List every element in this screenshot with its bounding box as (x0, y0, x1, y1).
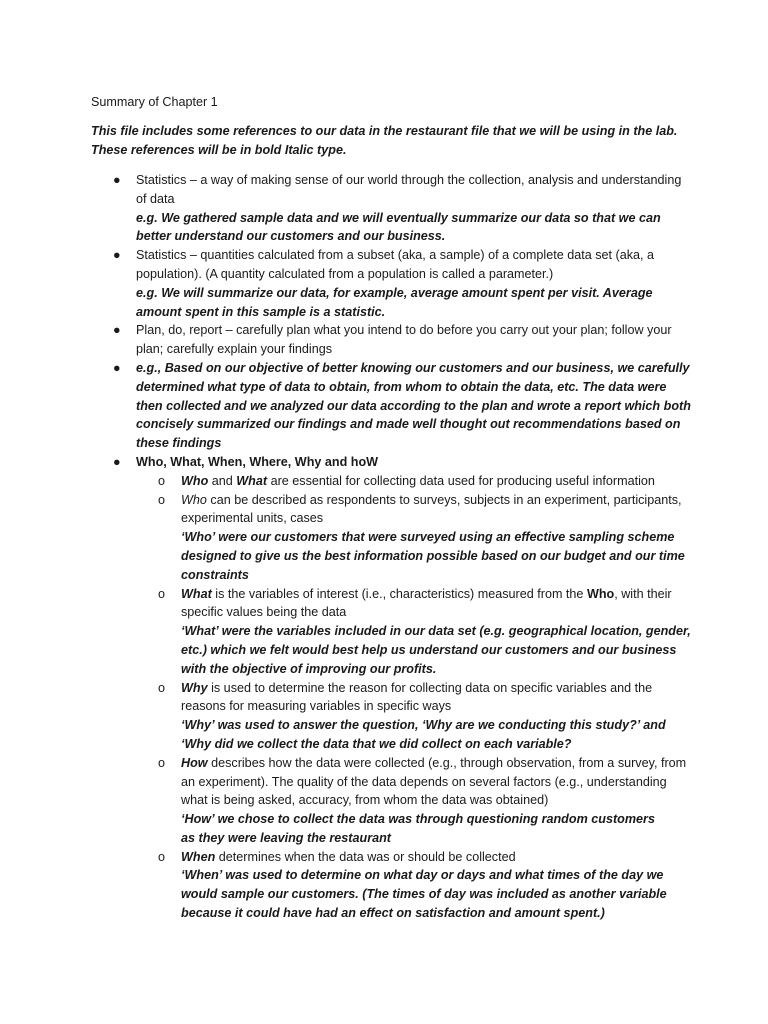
sub-item-example: ‘Who’ were our customers that were surveyed using an effective sampling scheme designed to give us the best information possible based on our budget and our time constraints (181, 530, 685, 582)
bullet-example: e.g. We will summarize our data, for example, average amount spent per visit. Average amount spent in this sample is a statistic. (136, 285, 653, 319)
sub-item-example: ‘What’ were the variables included in our data set (e.g. geographical location, gender, etc.) which we felt would best help us understand our customers and our business with the objective of improving our profits. (181, 624, 691, 676)
bullet-statistics-quantities (91, 246, 691, 321)
bullet-glyph: ● (113, 248, 121, 263)
term-why: Why (181, 680, 208, 695)
main-bullet-list (91, 171, 691, 923)
bullet-example: e.g., Based on our objective of better knowing our customers and our business, we carefully determined what type of data to obtain, from whom to obtain the data, etc. The data were then collected and we analyzed our data according to the plan and wrote a report which both concisely summarized our findings and made well thought out recommendations based on these findings (136, 360, 691, 451)
term-what: What (181, 586, 212, 601)
sub-item-example: ‘Why’ was used to answer the question, ‘Why are we conducting this study?’ and ‘Why did we collect the data that we did collect on each variable? (181, 718, 666, 751)
term-who: Who (181, 492, 207, 507)
conjunction-text: and (208, 473, 237, 488)
sub-bullet-glyph: o (158, 492, 166, 507)
sub-bullet-glyph: o (158, 755, 166, 770)
sub-item-text (181, 472, 691, 491)
bullet-plan-example (91, 359, 691, 453)
bullet-text: Plan, do, report – carefully plan what you intend to do before you carry out your plan; follow your plan; carefully explain your findings (136, 323, 672, 357)
bullet-plan-do-report (91, 321, 691, 359)
bullet-glyph: ● (113, 173, 121, 187)
sub-item-text (181, 679, 691, 717)
bullet-glyph: ● (113, 360, 121, 375)
sub-bullet-glyph: o (158, 473, 166, 488)
term-who: Who (181, 473, 209, 488)
sub-item-rest: are essential for collecting data used for producing useful information (267, 473, 655, 488)
sub-item-rest: is the variables of interest (i.e., characteristics) measured from the (211, 586, 587, 601)
sub-item-when (136, 848, 691, 923)
bullet-six-ws (91, 453, 691, 923)
sub-item-who-and-what (136, 472, 691, 491)
bullet-statistics-definition (91, 171, 691, 246)
bullet-text: Statistics – quantities calculated from a subset (aka, a sample) of a complete data set (aka, a population). (A quantity calculated from a population is called a parameter.) (136, 248, 655, 281)
bullet-heading: Who, What, When, Where, Why and hoW (136, 454, 379, 469)
sub-item-rest: determines when the data was or should be collected (215, 849, 516, 864)
document-title: Summary of Chapter 1 (91, 95, 218, 109)
sub-bullet-glyph: o (158, 680, 166, 695)
bullet-glyph: ● (113, 323, 121, 338)
bullet-text: Statistics – a way of making sense of our world through the collection, analysis and understanding of data (136, 173, 682, 206)
sub-item-text (181, 754, 691, 810)
sub-item-example: ‘How’ we chose to collect the data was through questioning random customers (181, 812, 655, 827)
sub-item-why (136, 679, 691, 754)
sub-item-rest-2: , with their specific values being the data (181, 586, 672, 620)
term-when: When (181, 849, 216, 864)
sub-item-who (136, 491, 691, 585)
bullet-glyph: ● (113, 454, 121, 469)
sub-item-rest: describes how the data were collected (e.g., through observation, from a survey, from an experiment). The quality of the data depends on several factors (e.g., understanding what is being asked, accuracy, from whom the data was obtained) (181, 755, 687, 808)
sub-item-rest: is used to determine the reason for collecting data on specific variables and the reasons for measuring variables in specific ways (181, 680, 653, 714)
sub-item-example-continued: as they were leaving the restaurant (181, 830, 391, 845)
sub-item-text (181, 585, 691, 623)
bullet-example: e.g. We gathered sample data and we will eventually summarize our data so that we can better understand our customers and our business. (136, 210, 661, 244)
term-what: What (236, 473, 268, 488)
sub-item-text (181, 491, 691, 529)
sub-item-example: ‘When’ was used to determine on what day or days and what times of the day we would sample our customers. (The times of day was included as another variable because it could have had an effect on satisfaction and amount spent.) (181, 868, 667, 921)
sub-bullet-glyph: o (158, 586, 166, 601)
sub-item-what (136, 585, 691, 679)
sub-item-rest: can be described as respondents to surveys, subjects in an experiment, participants, experimental units, cases (181, 492, 682, 526)
six-ws-sub-list (136, 472, 691, 923)
sub-item-text (181, 848, 691, 867)
sub-item-how (136, 754, 691, 848)
term-how: How (181, 755, 208, 770)
intro-paragraph: This file includes some references to our data in the restaurant file that we will be using in the lab. These references will be in bold Italic type. (91, 124, 678, 157)
term-who: Who (586, 586, 615, 601)
sub-bullet-glyph: o (158, 849, 166, 864)
